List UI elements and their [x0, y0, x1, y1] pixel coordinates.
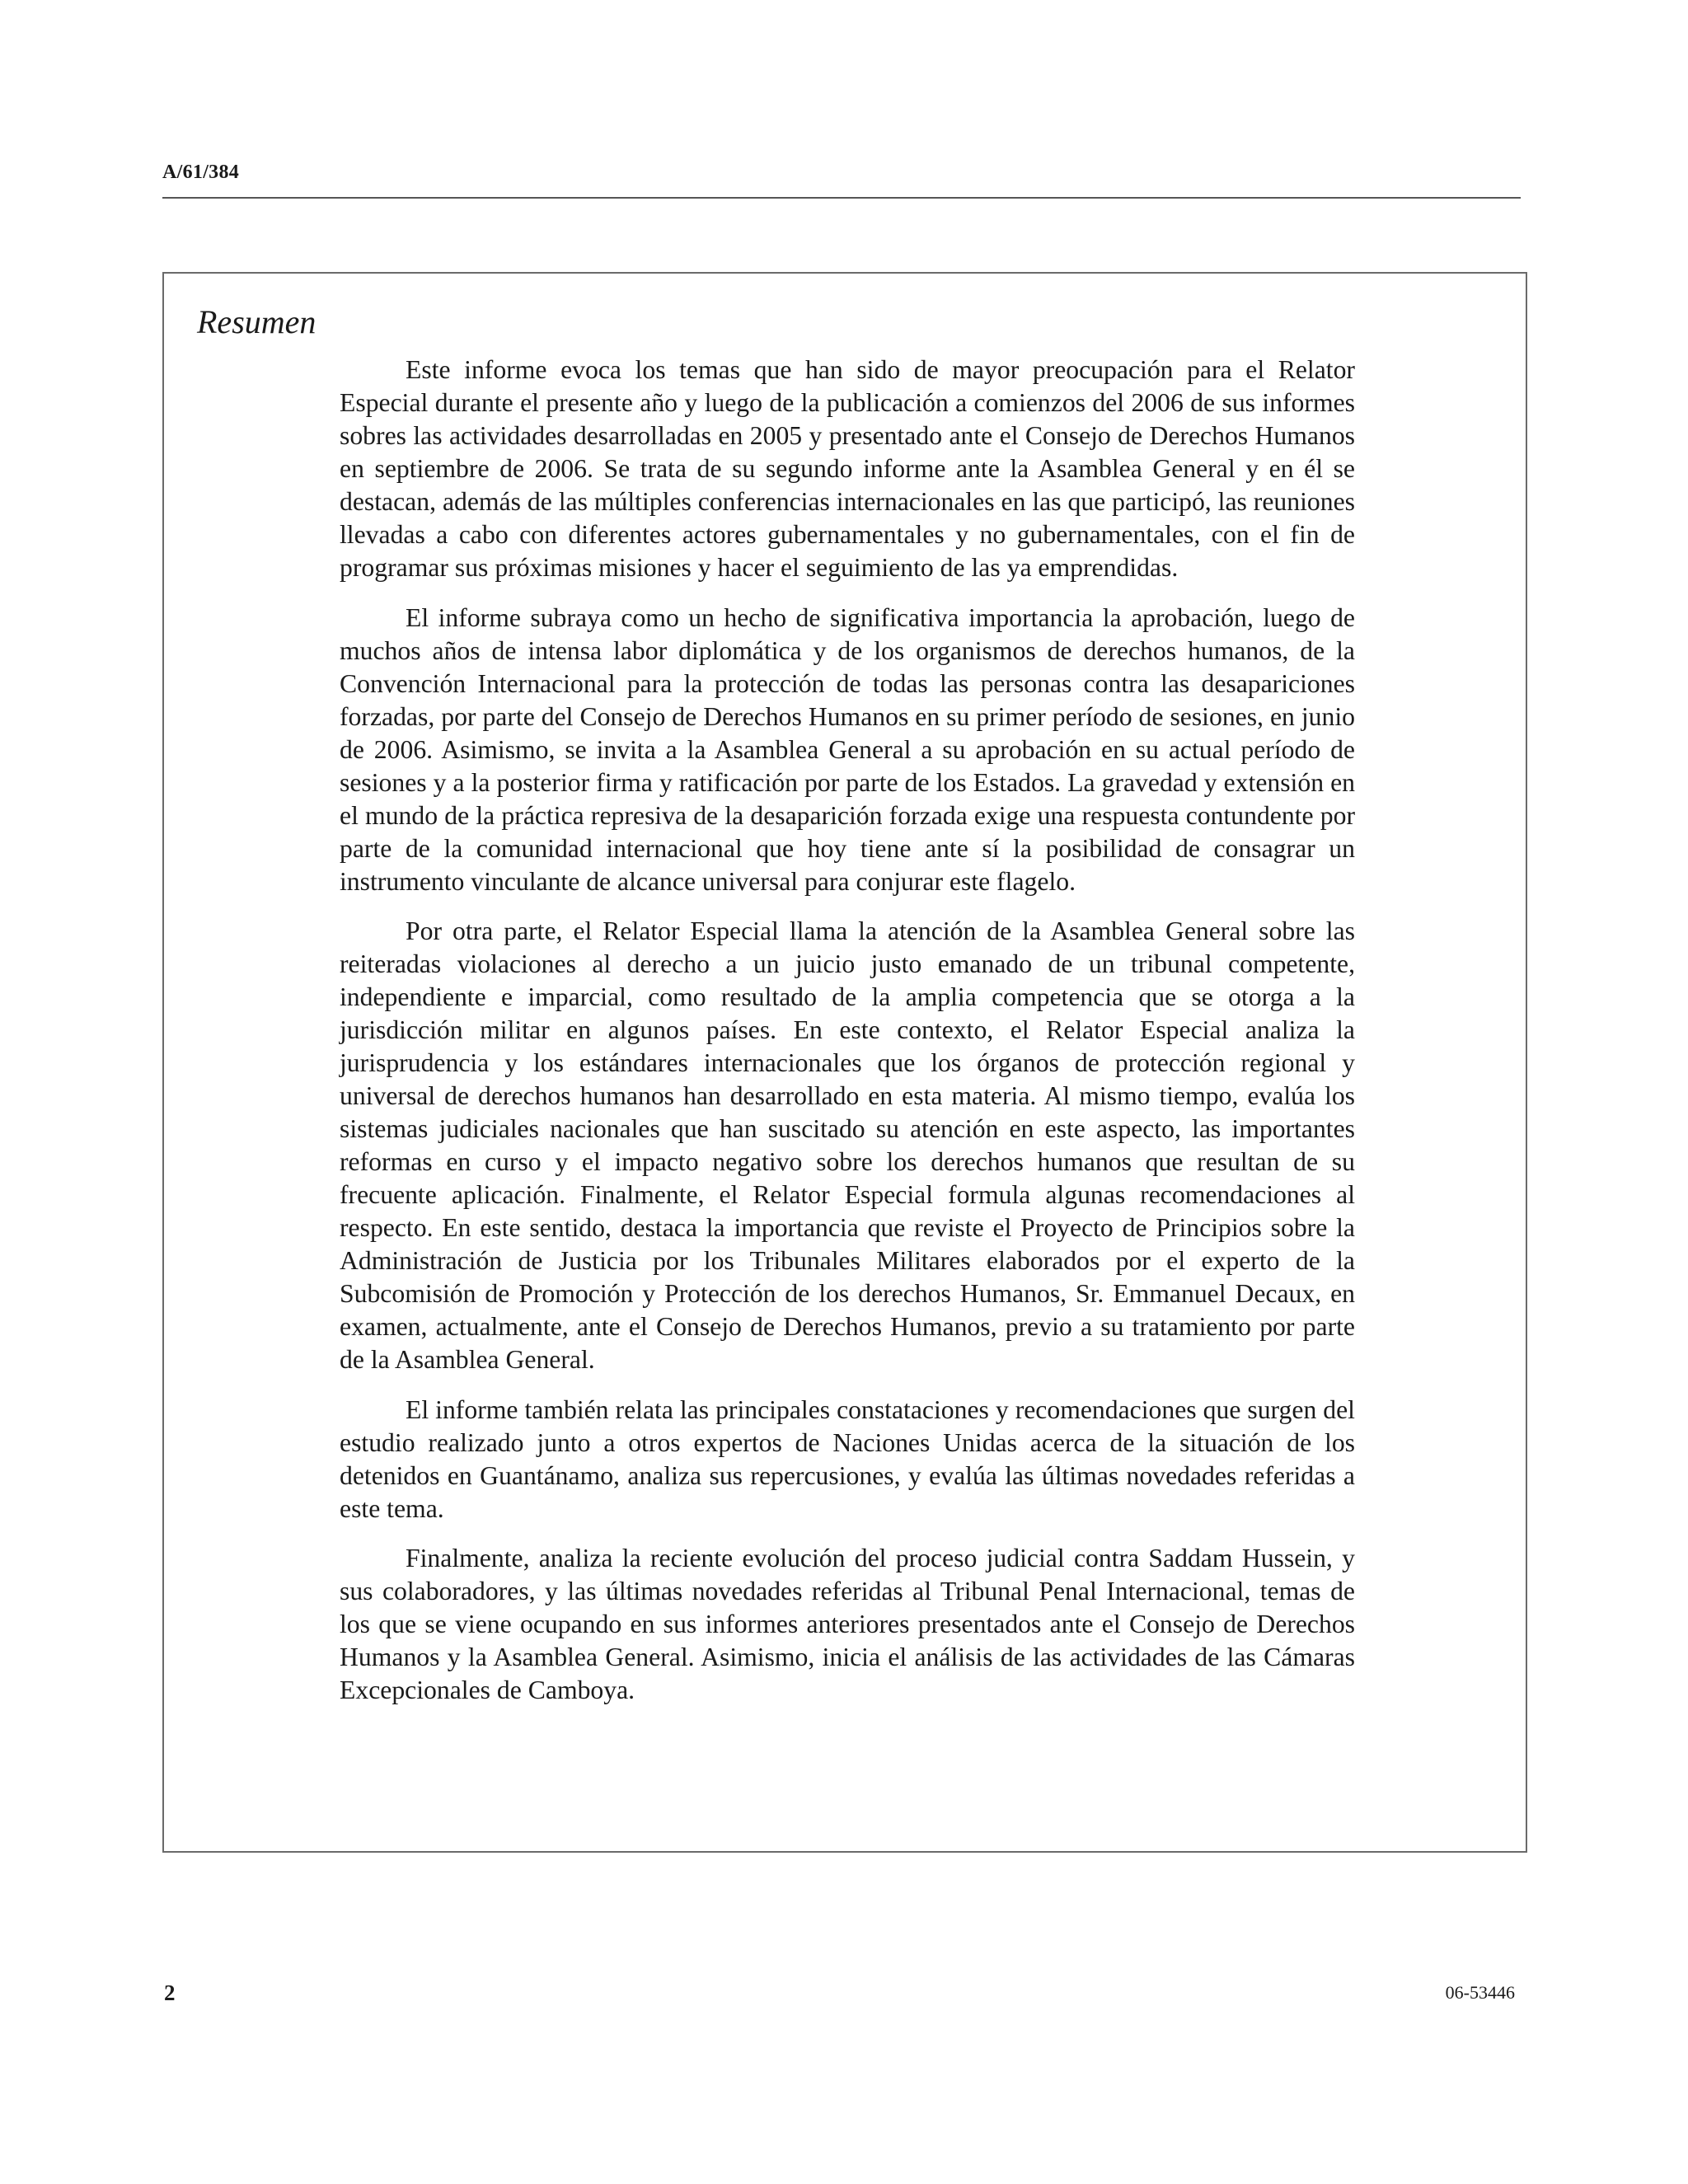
- summary-paragraph: Este informe evoca los temas que han sido de mayor preocupación para el Relator Especial durante el presente año y luego de la publicación a comienzos del 2006 de sus informes sobres las actividades desarrolladas en 2005 y presentado ante el Consejo de Derechos Humanos en septiembre de 2006. Se trata de su segundo informe ante la Asamblea General y en él se destacan, además de las múltiples conferencias internacionales en las que participó, las reuniones llevadas a cabo con diferentes actores gubernamentales y no gubernamentales, con el fin de programar sus próximas misiones y hacer el seguimiento de las ya emprendidas.: [340, 355, 1355, 582]
- summary-paragraph: El informe subraya como un hecho de significativa importancia la aprobación, luego de muchos años de intensa labor diplomática y de los organismos de derechos humanos, de la Convención Internacional para la protección de todas las personas contra las desapariciones forzadas, por parte del Consejo de Derechos Humanos en su primer período de sesiones, en junio de 2006. Asimismo, se invita a la Asamblea General a su aprobación en su actual período de sesiones y a la posterior firma y ratificación por parte de los Estados. La gravedad y extensión en el mundo de la práctica represiva de la desaparición forzada exige una respuesta contundente por parte de la comunidad internacional que hoy tiene ante sí la posibilidad de consagrar un instrumento vinculante de alcance universal para conjurar este flagelo.: [340, 602, 1355, 896]
- summary-heading: Resumen: [197, 303, 316, 340]
- document-symbol: A/61/384: [162, 162, 240, 183]
- header-divider: [162, 197, 1521, 199]
- summary-body: [340, 354, 1355, 1724]
- job-number: 06-53446: [1445, 1982, 1515, 2003]
- page-number: 2: [164, 1980, 176, 2005]
- summary-paragraph: Finalmente, analiza la reciente evolución del proceso judicial contra Saddam Hussein, y sus colaboradores, y las últimas novedades referidas al Tribunal Penal Internacional, temas de los que se viene ocupando en sus informes anteriores presentados ante el Consejo de Derechos Humanos y la Asamblea General. Asimismo, inicia el análisis de las actividades de las Cámaras Excepcionales de Camboya.: [340, 1544, 1355, 1704]
- summary-box: [162, 272, 1527, 1853]
- summary-paragraph: Por otra parte, el Relator Especial llama la atención de la Asamblea General sobre las reiteradas violaciones al derecho a un juicio justo emanado de un tribunal competente, independiente e imparcial, como resultado de la amplia competencia que se otorga a la jurisdicción militar en algunos países. En este contexto, el Relator Especial analiza la jurisprudencia y los estándares internacionales que los órganos de protección regional y universal de derechos humanos han desarrollado en esta materia. Al mismo tiempo, evalúa los sistemas judiciales nacionales que han suscitado su atención en este aspecto, las importantes reformas en curso y el impacto negativo sobre los derechos humanos que resultan de su frecuente aplicación. Finalmente, el Relator Especial formula algunas recomendaciones al respecto. En este sentido, destaca la importancia que reviste el Proyecto de Principios sobre la Administración de Justicia por los Tribunales Militares elaborados por el experto de la Subcomisión de Promoción y Protección de los derechos Humanos, Sr. Emmanuel Decaux, en examen, actualmente, ante el Consejo de Derechos Humanos, previo a su tratamiento por parte de la Asamblea General.: [340, 916, 1355, 1374]
- summary-paragraph: El informe también relata las principales constataciones y recomendaciones que surgen del estudio realizado junto a otros expertos de Naciones Unidas acerca de la situación de los detenidos en Guantánamo, analiza sus repercusiones, y evalúa las últimas novedades referidas a este tema.: [340, 1394, 1355, 1523]
